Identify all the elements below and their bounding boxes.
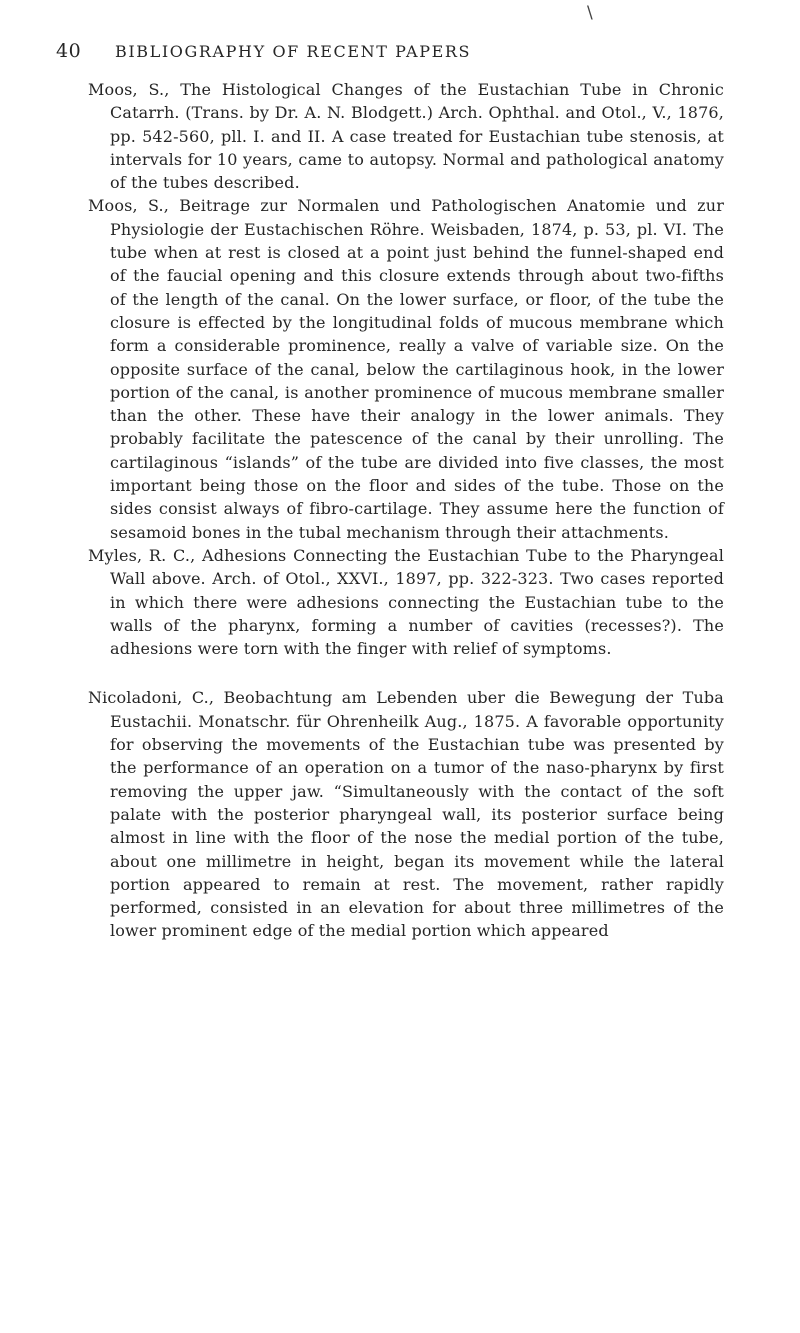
bibliography-entry-moos-histological: Moos, S., The Histological Changes of the Eustachian Tube in Chronic Catarrh. (Trans. by Dr. A. N. Blodgett.) Arch. Ophthal. and Otol., V., 1876, pp. 542-560, pll. I. and II. A case treated for Eustachian tube stenosis, at intervals for 10 years, came to autopsy. Normal and pathological anatomy of the tubes described.: [88, 80, 724, 193]
bibliography-entry-myles: Myles, R. C., Adhesions Connecting the Eustachian Tube to the Pharyngeal Wall above. Arch. of Otol., XXVI., 1897, pp. 322-323. Two cases reported in which there were adhesions connecting the Eustachian tube to the walls of the pharynx, forming a number of cavities (recesses?). The adhesions were torn with the finger with relief of symptoms.: [88, 545, 724, 659]
running-header: [56, 40, 756, 70]
bibliography-entry-moos-beitrage: Moos, S., Beitrage zur Normalen und Pathologischen Anatomie und zur Physiologie der Eustachischen Röhre. Weisbaden, 1874, p. 53, pl. VI. The tube when at rest is closed at a point just behind the funnel-shaped end of the faucial opening and this closure extends through about two-fifths of the length of the canal. On the lower surface, or floor, of the tube the closure is effected by the longitudinal folds of mucous membrane which form a considerable prominence, really a valve of variable size. On the opposite surface of the canal, below the cartilaginous hook, in the lower portion of the canal, is another prominence of mucous membrane smaller than the other. These have their analogy in the lower animals. They probably facilitate the patescence of the canal by their unrolling. The cartilaginous “islands” of the tube are divided into five classes, the most important being those on the floor and sides of the tube. Those on the sides consist always of fibro-cartilage. They assume here the function of sesamoid bones in the tubal mechanism through their attachments.: [88, 196, 724, 542]
bibliography-entries: [88, 78, 724, 943]
page-number: 40: [56, 40, 82, 62]
corner-mark: \: [587, 3, 593, 23]
bibliography-entry-nicoladoni: Nicoladoni, C., Beobachtung am Lebenden uber die Bewegung der Tuba Eustachii. Monatschr. für Ohrenheilk Aug., 1875. A favorable opportunity for observing the movements of the Eustachian tube was presented by the performance of an operation on a tumor of the naso-pharynx by first removing the upper jaw. “Simultaneously with the contact of the soft palate with the posterior pharyngeal wall, its posterior surface being almost in line with the floor of the nose the medial portion of the tube, about one millimetre in height, began its movement while the lateral portion appeared to remain at rest. The movement, rather rapidly performed, consisted in an elevation for about three millimetres of the lower prominent edge of the medial portion which appeared: [88, 688, 724, 941]
running-title: BIBLIOGRAPHY OF RECENT PAPERS: [115, 42, 472, 61]
